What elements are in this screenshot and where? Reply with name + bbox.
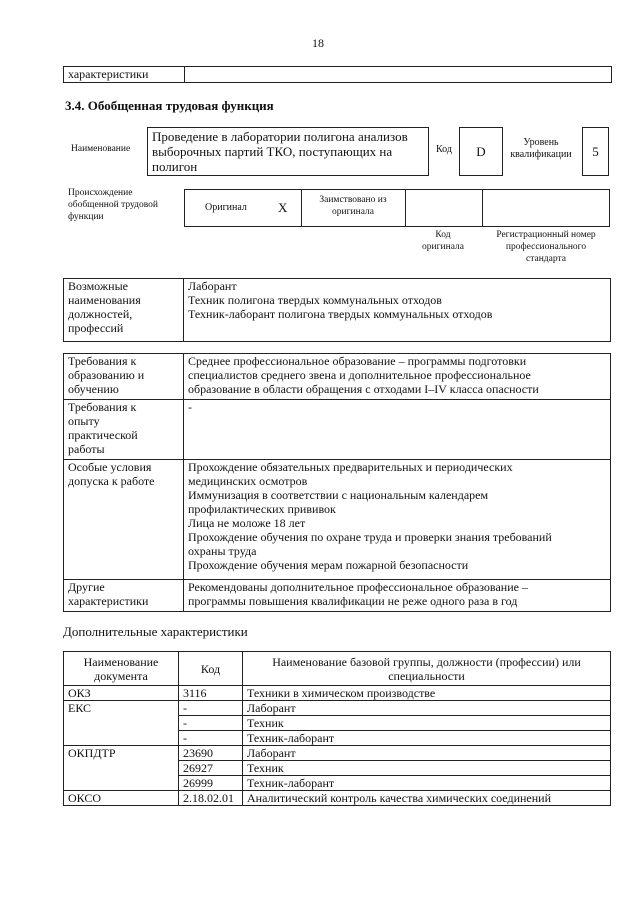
req-value-other bbox=[184, 580, 611, 612]
positions-values bbox=[184, 279, 611, 342]
req-value-line: охраны труда bbox=[188, 544, 257, 558]
additional-table bbox=[63, 651, 611, 806]
req-label-line: практической bbox=[68, 428, 138, 442]
origin-original-label: Оригинал bbox=[205, 202, 247, 213]
row-name: Техники в химическом производстве bbox=[243, 686, 611, 701]
header-line: Наименование bbox=[83, 654, 159, 669]
req-value-line: Прохождение обязательных предварительных и периодических bbox=[188, 460, 513, 474]
origin-reg-caption-line: Регистрационный номер bbox=[496, 230, 596, 240]
row-code: - bbox=[179, 731, 243, 746]
origin-divider bbox=[482, 189, 483, 227]
header-name bbox=[243, 652, 611, 686]
origin-reg-caption-line: стандарта bbox=[526, 254, 566, 264]
row-name: Техник bbox=[243, 716, 611, 731]
positions-table bbox=[63, 278, 611, 342]
gtf-code-label: Код bbox=[436, 144, 452, 155]
positions-label-line: должностей, bbox=[68, 307, 133, 321]
header-code bbox=[179, 652, 243, 686]
top-row-divider bbox=[184, 66, 185, 83]
origin-divider bbox=[405, 189, 406, 227]
row-doc: ОКПДТР bbox=[64, 746, 179, 791]
row-name: Лаборант bbox=[243, 701, 611, 716]
row-doc: ОКСО bbox=[64, 791, 179, 806]
req-value-line: - bbox=[188, 400, 192, 414]
header-line: документа bbox=[94, 668, 148, 683]
gtf-name-line: выборочных партий ТКО, поступающих на bbox=[152, 144, 393, 159]
row-code: - bbox=[179, 716, 243, 731]
row-code: 2.18.02.01 bbox=[179, 791, 243, 806]
req-value-line: Прохождение обучения мерам пожарной безопасности bbox=[188, 558, 469, 572]
req-label-line: опыту bbox=[68, 414, 100, 428]
req-label-line: обучению bbox=[68, 382, 119, 396]
positions-label-line: профессий bbox=[68, 321, 124, 335]
req-label-experience bbox=[64, 400, 184, 460]
req-value-line: Прохождение обучения по охране труда и проверки знания требований bbox=[188, 530, 552, 544]
origin-reg-caption-line: профессионального bbox=[505, 242, 587, 252]
table-row bbox=[64, 746, 611, 761]
gtf-level-label-line: квалификации bbox=[510, 149, 572, 160]
position-item: Техник-лаборант полигона твердых коммунальных отходов bbox=[188, 307, 493, 321]
req-label-education bbox=[64, 354, 184, 400]
req-label-conditions bbox=[64, 460, 184, 580]
position-item: Техник полигона твердых коммунальных отходов bbox=[188, 293, 442, 307]
row-code: 3116 bbox=[179, 686, 243, 701]
additional-title: Дополнительные характеристики bbox=[63, 624, 248, 639]
gtf-name-line: Проведение в лаборатории полигона анализов bbox=[152, 129, 408, 144]
top-row-label: характеристики bbox=[68, 67, 149, 81]
req-value-line: образование в области обращения с отходами I–IV класса опасности bbox=[188, 382, 539, 396]
gtf-name-box bbox=[147, 127, 429, 176]
origin-original-mark: X bbox=[278, 200, 288, 215]
origin-label-line: обобщенной трудовой bbox=[68, 200, 158, 210]
page-number: 18 bbox=[312, 36, 324, 50]
req-value-line: Среднее профессиональное образование – программы подготовки bbox=[188, 354, 527, 368]
table-row bbox=[64, 791, 611, 806]
top-row bbox=[63, 66, 612, 83]
gtf-code-value: D bbox=[459, 127, 503, 176]
req-value-education bbox=[184, 354, 611, 400]
origin-code-caption bbox=[406, 229, 480, 253]
row-name: Аналитический контроль качества химических соединений bbox=[243, 791, 611, 806]
table-row bbox=[64, 686, 611, 701]
req-value-line: Лица не моложе 18 лет bbox=[188, 516, 306, 530]
row-code: - bbox=[179, 701, 243, 716]
gtf-name-line: полигон bbox=[152, 159, 198, 174]
req-label-line: образованию и bbox=[68, 368, 145, 382]
req-value-experience bbox=[184, 400, 611, 460]
section-title: 3.4. Обобщенная трудовая функция bbox=[65, 98, 274, 113]
positions-label-line: наименования bbox=[68, 293, 141, 307]
req-value-line: программы повышения квалификации не реже одного раза в год bbox=[188, 594, 518, 608]
row-name: Техник bbox=[243, 761, 611, 776]
origin-box bbox=[184, 189, 610, 227]
row-name: Лаборант bbox=[243, 746, 611, 761]
header-document bbox=[64, 652, 179, 686]
row-code: 23690 bbox=[179, 746, 243, 761]
origin-label-line: Происхождение bbox=[68, 188, 133, 198]
req-label-other bbox=[64, 580, 184, 612]
req-label-line: работы bbox=[68, 442, 105, 456]
origin-borrowed-line: Заимствовано из bbox=[319, 195, 387, 205]
gtf-level-label-line: Уровень bbox=[523, 137, 559, 148]
row-doc: ОКЗ bbox=[64, 686, 179, 701]
row-name: Техник-лаборант bbox=[243, 776, 611, 791]
req-label-line: Другие bbox=[68, 580, 105, 594]
req-label-line: Требования к bbox=[68, 354, 137, 368]
gtf-level-label bbox=[505, 137, 577, 161]
header-line: специальности bbox=[388, 668, 465, 683]
header-line: Наименование базовой группы, должности (профессии) или bbox=[272, 654, 581, 669]
row-code: 26999 bbox=[179, 776, 243, 791]
req-label-line: Требования к bbox=[68, 400, 137, 414]
origin-reg-caption bbox=[482, 229, 610, 265]
position-item: Лаборант bbox=[188, 279, 237, 293]
table-row bbox=[64, 701, 611, 716]
origin-code-caption-line: Код bbox=[435, 230, 451, 240]
origin-borrowed-line: оригинала bbox=[332, 207, 374, 217]
gtf-level-value: 5 bbox=[582, 127, 609, 176]
origin-label bbox=[68, 187, 158, 223]
row-code: 26927 bbox=[179, 761, 243, 776]
header-line: Код bbox=[200, 661, 221, 676]
origin-code-caption-line: оригинала bbox=[422, 242, 464, 252]
positions-label bbox=[64, 279, 184, 342]
req-value-line: профилактических прививок bbox=[188, 502, 336, 516]
row-doc: ЕКС bbox=[64, 701, 179, 746]
req-value-line: Иммунизация в соответствии с национальным календарем bbox=[188, 488, 489, 502]
req-value-conditions bbox=[184, 460, 611, 580]
req-value-line: медицинских осмотров bbox=[188, 474, 308, 488]
requirements-table bbox=[63, 353, 611, 612]
origin-borrowed bbox=[303, 194, 403, 218]
row-name: Техник-лаборант bbox=[243, 731, 611, 746]
req-label-line: характеристики bbox=[68, 594, 149, 608]
origin-divider bbox=[301, 189, 302, 227]
req-label-line: допуска к работе bbox=[68, 474, 155, 488]
gtf-name-label: Наименование bbox=[71, 144, 131, 154]
req-value-line: специалистов среднего звена и дополнительное профессиональное bbox=[188, 368, 531, 382]
req-label-line: Особые условия bbox=[68, 460, 152, 474]
positions-label-line: Возможные bbox=[68, 279, 128, 293]
origin-label-line: функции bbox=[68, 212, 104, 222]
req-value-line: Рекомендованы дополнительное профессиональное образование – bbox=[188, 580, 528, 594]
